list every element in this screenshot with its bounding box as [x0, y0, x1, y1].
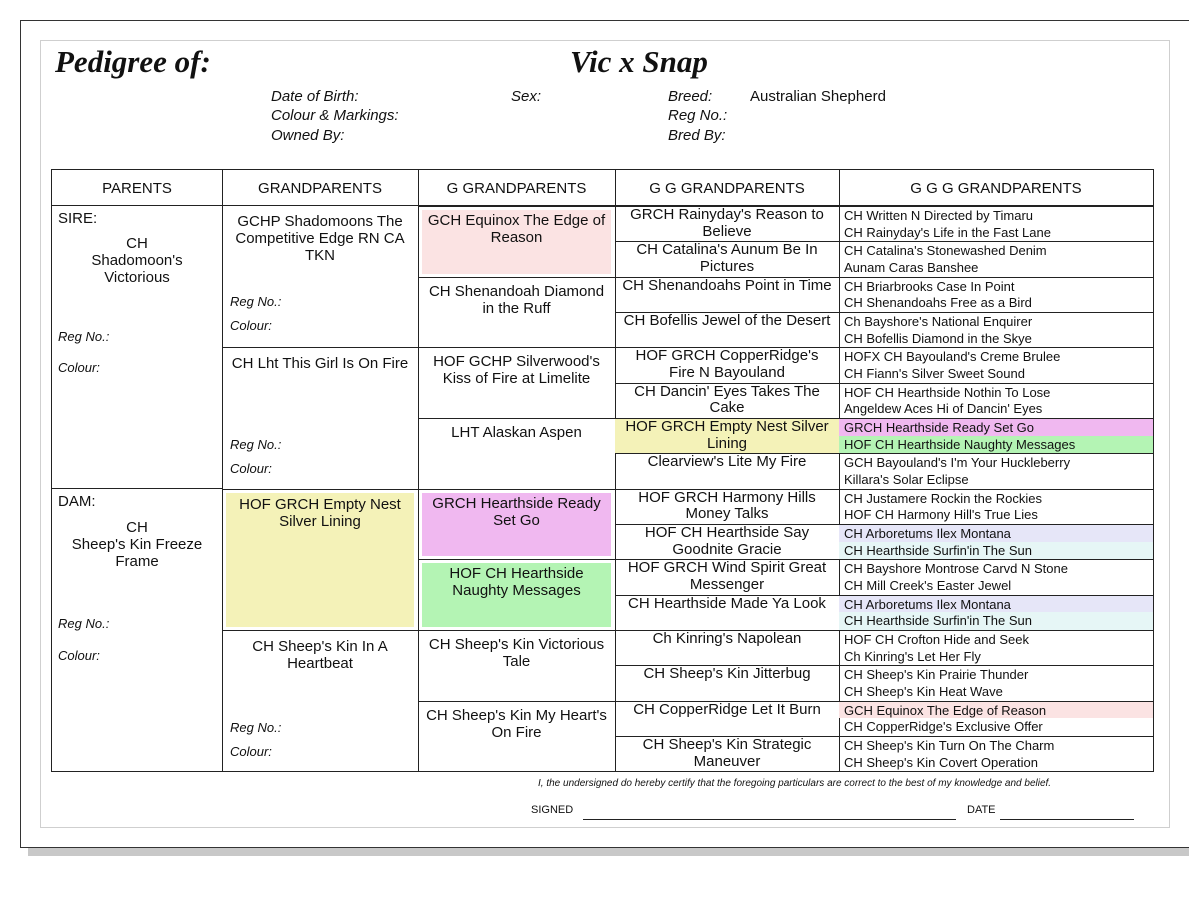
gg-grandparent-name: Clearview's Lite My Fire	[647, 453, 807, 471]
grandparent-name-cell	[222, 630, 418, 771]
date-line[interactable]	[1000, 819, 1134, 820]
dam-label: DAM:	[58, 493, 96, 510]
gg-grandparent-name: CH Shenandoahs Point in Time	[622, 276, 832, 294]
ggg-grandparent-cell	[839, 206, 1153, 224]
ggg-grandparent-cell	[839, 648, 1153, 666]
g-grandparent-name-cell	[418, 277, 615, 348]
gg-grandparent-name-cell	[615, 418, 839, 453]
certification-text: I, the undersigned do hereby certify that the foregoing particulars are correct to the best of my knowledge and belief.	[538, 778, 1052, 789]
ggg-grandparent-name: CH Mill Creek's Easter Jewel	[844, 578, 1012, 594]
colour-markings-label: Colour & Markings:	[271, 107, 399, 124]
col-header-ggg-grandparents: G G G GRANDPARENTS	[910, 179, 1082, 197]
col-header-gg-grandparents: G G GRANDPARENTS	[649, 179, 805, 197]
gg-grandparent-name-cell	[615, 489, 839, 524]
gg-grandparent-name: HOF GRCH Empty Nest Silver Lining	[625, 418, 829, 452]
ggg-grandparent-cell	[839, 683, 1153, 701]
ggg-grandparent-name: CH Fiann's Silver Sweet Sound	[844, 366, 1025, 382]
grandparent-colour-label: Colour:	[230, 318, 272, 334]
owned-by-label: Owned By:	[271, 127, 345, 144]
ggg-grandparent-cell	[839, 630, 1153, 648]
ggg-grandparent-name: Aunam Caras Banshee	[844, 260, 979, 276]
ggg-grandparent-cell	[839, 330, 1153, 348]
gg-grandparent-name-cell	[615, 665, 839, 700]
ggg-grandparent-cell	[839, 400, 1153, 418]
ggg-grandparent-name: GRCH Hearthside Ready Set Go	[844, 420, 1035, 436]
gg-grandparent-name-cell	[615, 559, 839, 594]
signature-line[interactable]	[583, 819, 956, 820]
g-grandparent-name-cell	[418, 701, 615, 772]
date-label: DATE	[967, 804, 996, 816]
ggg-grandparent-cell	[839, 489, 1153, 507]
ggg-grandparent-name: GCH Bayouland's I'm Your Huckleberry	[844, 455, 1071, 471]
ggg-grandparent-cell	[839, 312, 1153, 330]
grandparent-name: HOF GRCH Empty Nest Silver Lining	[239, 495, 401, 530]
gg-grandparent-name-cell	[615, 241, 839, 276]
gg-grandparent-name: Ch Kinring's Napolean	[652, 630, 802, 648]
parents-divider	[52, 488, 222, 489]
gg-grandparent-name-cell	[615, 347, 839, 382]
g-grandparent-name: HOF GCHP Silverwood's Kiss of Fire at Limelite	[433, 353, 600, 388]
ggg-grandparent-cell	[839, 736, 1153, 754]
ggg-grandparent-cell	[839, 542, 1153, 560]
g-grandparent-name-cell	[418, 489, 615, 560]
ggg-grandparent-name: CH Rainyday's Life in the Fast Lane	[844, 224, 1051, 240]
ggg-grandparent-cell	[839, 365, 1153, 383]
ggg-grandparent-name: CH Bofellis Diamond in the Skye	[844, 330, 1032, 346]
ggg-grandparent-cell	[839, 259, 1153, 277]
g-grandparent-name: CH Shenandoah Diamond in the Ruff	[428, 282, 605, 317]
grandparent-name-cell	[222, 205, 418, 346]
gg-grandparent-name: CH CopperRidge Let It Burn	[633, 700, 821, 718]
g-grandparent-name: GCH Equinox The Edge of Reason	[427, 212, 606, 246]
g-grandparent-name-cell	[418, 347, 615, 418]
breed-label: Breed:	[668, 88, 713, 105]
ggg-grandparent-name: Ch Bayshore's National Enquirer	[844, 314, 1033, 330]
grandparent-name-cell	[222, 347, 418, 488]
g-grandparent-name: CH Sheep's Kin My Heart's On Fire	[426, 706, 607, 741]
ggg-grandparent-cell	[839, 718, 1153, 736]
grandparent-reg-label: Reg No.:	[230, 294, 282, 310]
ggg-grandparent-name: HOF CH Harmony Hill's True Lies	[844, 507, 1038, 523]
ggg-grandparent-cell	[839, 595, 1153, 613]
gg-grandparent-name: HOF GRCH CopperRidge's Fire N Bayouland	[635, 347, 819, 381]
grandparent-colour-label: Colour:	[230, 743, 272, 759]
sire-reg-label: Reg No.:	[58, 329, 110, 344]
gg-grandparent-name: HOF GRCH Harmony Hills Money Talks	[638, 488, 816, 523]
ggg-grandparent-name: HOF CH Crofton Hide and Seek	[844, 632, 1029, 648]
col-header-g-grandparents: G GRANDPARENTS	[446, 179, 587, 197]
grandparent-reg-label: Reg No.:	[230, 436, 282, 452]
ggg-grandparent-cell	[839, 701, 1153, 719]
gg-grandparent-name: CH Sheep's Kin Jitterbug	[643, 665, 811, 683]
ggg-grandparent-cell	[839, 347, 1153, 365]
ggg-grandparent-cell	[839, 524, 1153, 542]
sire-colour-label: Colour:	[58, 360, 100, 375]
ggg-grandparent-cell	[839, 559, 1153, 577]
gg-grandparent-name-cell	[615, 312, 839, 347]
g-grandparent-name-cell	[418, 418, 615, 489]
ggg-grandparent-cell	[839, 612, 1153, 630]
ggg-grandparent-name: CH Hearthside Surfin'in The Sun	[844, 542, 1032, 558]
ggg-grandparent-name: CH Written N Directed by Timaru	[844, 208, 1034, 223]
gg-grandparent-name-cell	[615, 701, 839, 736]
ggg-grandparent-cell	[839, 224, 1153, 242]
ggg-grandparent-name: HOFX CH Bayouland's Creme Brulee	[844, 349, 1061, 365]
ggg-grandparent-name: CH Bayshore Montrose Carvd N Stone	[844, 561, 1068, 577]
gg-grandparent-name: CH Hearthside Made Ya Look	[628, 594, 826, 612]
gg-grandparent-name: GRCH Rainyday's Reason to Believe	[630, 206, 824, 240]
sex-label: Sex:	[511, 88, 542, 105]
ggg-grandparent-name: Killara's Solar Eclipse	[844, 472, 969, 488]
ggg-grandparent-name: CH Briarbrooks Case In Point	[844, 278, 1015, 294]
ggg-grandparent-name: CH Justamere Rockin the Rockies	[844, 490, 1042, 506]
ggg-grandparent-cell	[839, 277, 1153, 295]
ggg-grandparent-cell	[839, 436, 1153, 454]
ggg-grandparent-name: CH Sheep's Kin Covert Operation	[844, 754, 1038, 770]
gg-grandparent-name-cell	[615, 524, 839, 559]
ggg-grandparent-name: CH Catalina's Stonewashed Denim	[844, 243, 1047, 259]
gg-grandparent-name: CH Bofellis Jewel of the Desert	[623, 312, 831, 330]
bred-by-label: Bred By:	[668, 127, 726, 144]
ggg-grandparent-name: CH CopperRidge's Exclusive Offer	[844, 719, 1043, 735]
gg-grandparent-name: CH Dancin' Eyes Takes The Cake	[634, 382, 820, 417]
ggg-grandparent-name: CH Arboretums Ilex Montana	[844, 596, 1011, 612]
ggg-grandparent-cell	[839, 754, 1153, 772]
ggg-grandparent-cell	[839, 665, 1153, 683]
ggg-grandparent-cell	[839, 471, 1153, 489]
ggg-grandparent-cell	[839, 577, 1153, 595]
ggg-grandparent-name: Ch Kinring's Let Her Fly	[844, 648, 981, 664]
reg-no-label: Reg No.:	[668, 107, 728, 124]
ggg-grandparent-cell	[839, 453, 1153, 471]
signed-label: SIGNED	[531, 804, 574, 816]
ggg-grandparent-name: GCH Equinox The Edge of Reason	[844, 702, 1047, 718]
ggg-grandparent-cell	[839, 383, 1153, 401]
grandparent-colour-label: Colour:	[230, 460, 272, 476]
g-grandparent-name: HOF CH Hearthside Naughty Messages	[449, 565, 584, 600]
gg-grandparent-name-cell	[615, 595, 839, 630]
ggg-grandparent-cell	[839, 506, 1153, 524]
gg-grandparent-name: CH Sheep's Kin Strategic Maneuver	[642, 736, 812, 770]
g-grandparent-name-cell	[418, 206, 615, 277]
gg-grandparent-name-cell	[615, 630, 839, 665]
dam-reg-label: Reg No.:	[58, 616, 110, 631]
dam-colour-label: Colour:	[58, 648, 100, 663]
ggg-grandparent-name: Angeldew Aces Hi of Dancin' Eyes	[844, 401, 1043, 417]
grandparent-name: CH Sheep's Kin In A Heartbeat	[252, 638, 388, 673]
ggg-grandparent-cell	[839, 418, 1153, 436]
ggg-grandparent-name: CH Sheep's Kin Prairie Thunder	[844, 667, 1029, 683]
g-grandparent-name: CH Sheep's Kin Victorious Tale	[428, 636, 605, 671]
gg-grandparent-name-cell	[615, 453, 839, 488]
gg-grandparent-name-cell	[615, 206, 839, 241]
ggg-grandparent-name: HOF CH Hearthside Nothin To Lose	[844, 384, 1051, 400]
ggg-grandparent-name: CH Shenandoahs Free as a Bird	[844, 295, 1032, 311]
dog-name: Vic x Snap	[570, 44, 708, 79]
gg-grandparent-name-cell	[615, 736, 839, 771]
g-grandparent-name: LHT Alaskan Aspen	[451, 424, 582, 442]
sire-label: SIRE:	[58, 210, 98, 227]
grandparent-name-cell	[222, 489, 418, 630]
ggg-grandparent-cell	[839, 294, 1153, 312]
grandparent-reg-label: Reg No.:	[230, 719, 282, 735]
g-grandparent-name: GRCH Hearthside Ready Set Go	[432, 494, 601, 529]
ggg-grandparent-name: CH Sheep's Kin Turn On The Charm	[844, 738, 1055, 754]
ggg-grandparent-name: HOF CH Hearthside Naughty Messages	[844, 436, 1076, 452]
gg-grandparent-name-cell	[615, 383, 839, 418]
pedigree-table	[51, 169, 1154, 772]
grandparent-name: GCHP Shadomoons The Competitive Edge RN CA TKN	[235, 213, 405, 264]
breed-value: Australian Shepherd	[750, 88, 886, 105]
g-grandparent-name-cell	[418, 559, 615, 630]
dob-label: Date of Birth:	[271, 88, 359, 105]
gg-grandparent-name-cell	[615, 277, 839, 312]
sire-name: CH Shadomoon's Victorious	[91, 235, 183, 286]
pedigree-title: Pedigree of:	[55, 44, 211, 79]
g-grandparent-name-cell	[418, 630, 615, 701]
dam-name: CH Sheep's Kin Freeze Frame	[71, 519, 203, 570]
col-header-parents: PARENTS	[102, 179, 172, 197]
gg-grandparent-name: CH Catalina's Aunum Be In Pictures	[636, 241, 818, 275]
gg-grandparent-name: HOF CH Hearthside Say Goodnite Gracie	[644, 524, 810, 558]
col-header-grandparents: GRANDPARENTS	[258, 179, 382, 197]
ggg-grandparent-name: CH Sheep's Kin Heat Wave	[844, 684, 1003, 700]
ggg-grandparent-cell	[839, 241, 1153, 259]
ggg-grandparent-name: CH Hearthside Surfin'in The Sun	[844, 613, 1032, 629]
grandparent-name: CH Lht This Girl Is On Fire	[231, 355, 409, 373]
gg-grandparent-name: HOF GRCH Wind Spirit Great Messenger	[627, 559, 827, 593]
ggg-grandparent-name: CH Arboretums Ilex Montana	[844, 526, 1011, 542]
